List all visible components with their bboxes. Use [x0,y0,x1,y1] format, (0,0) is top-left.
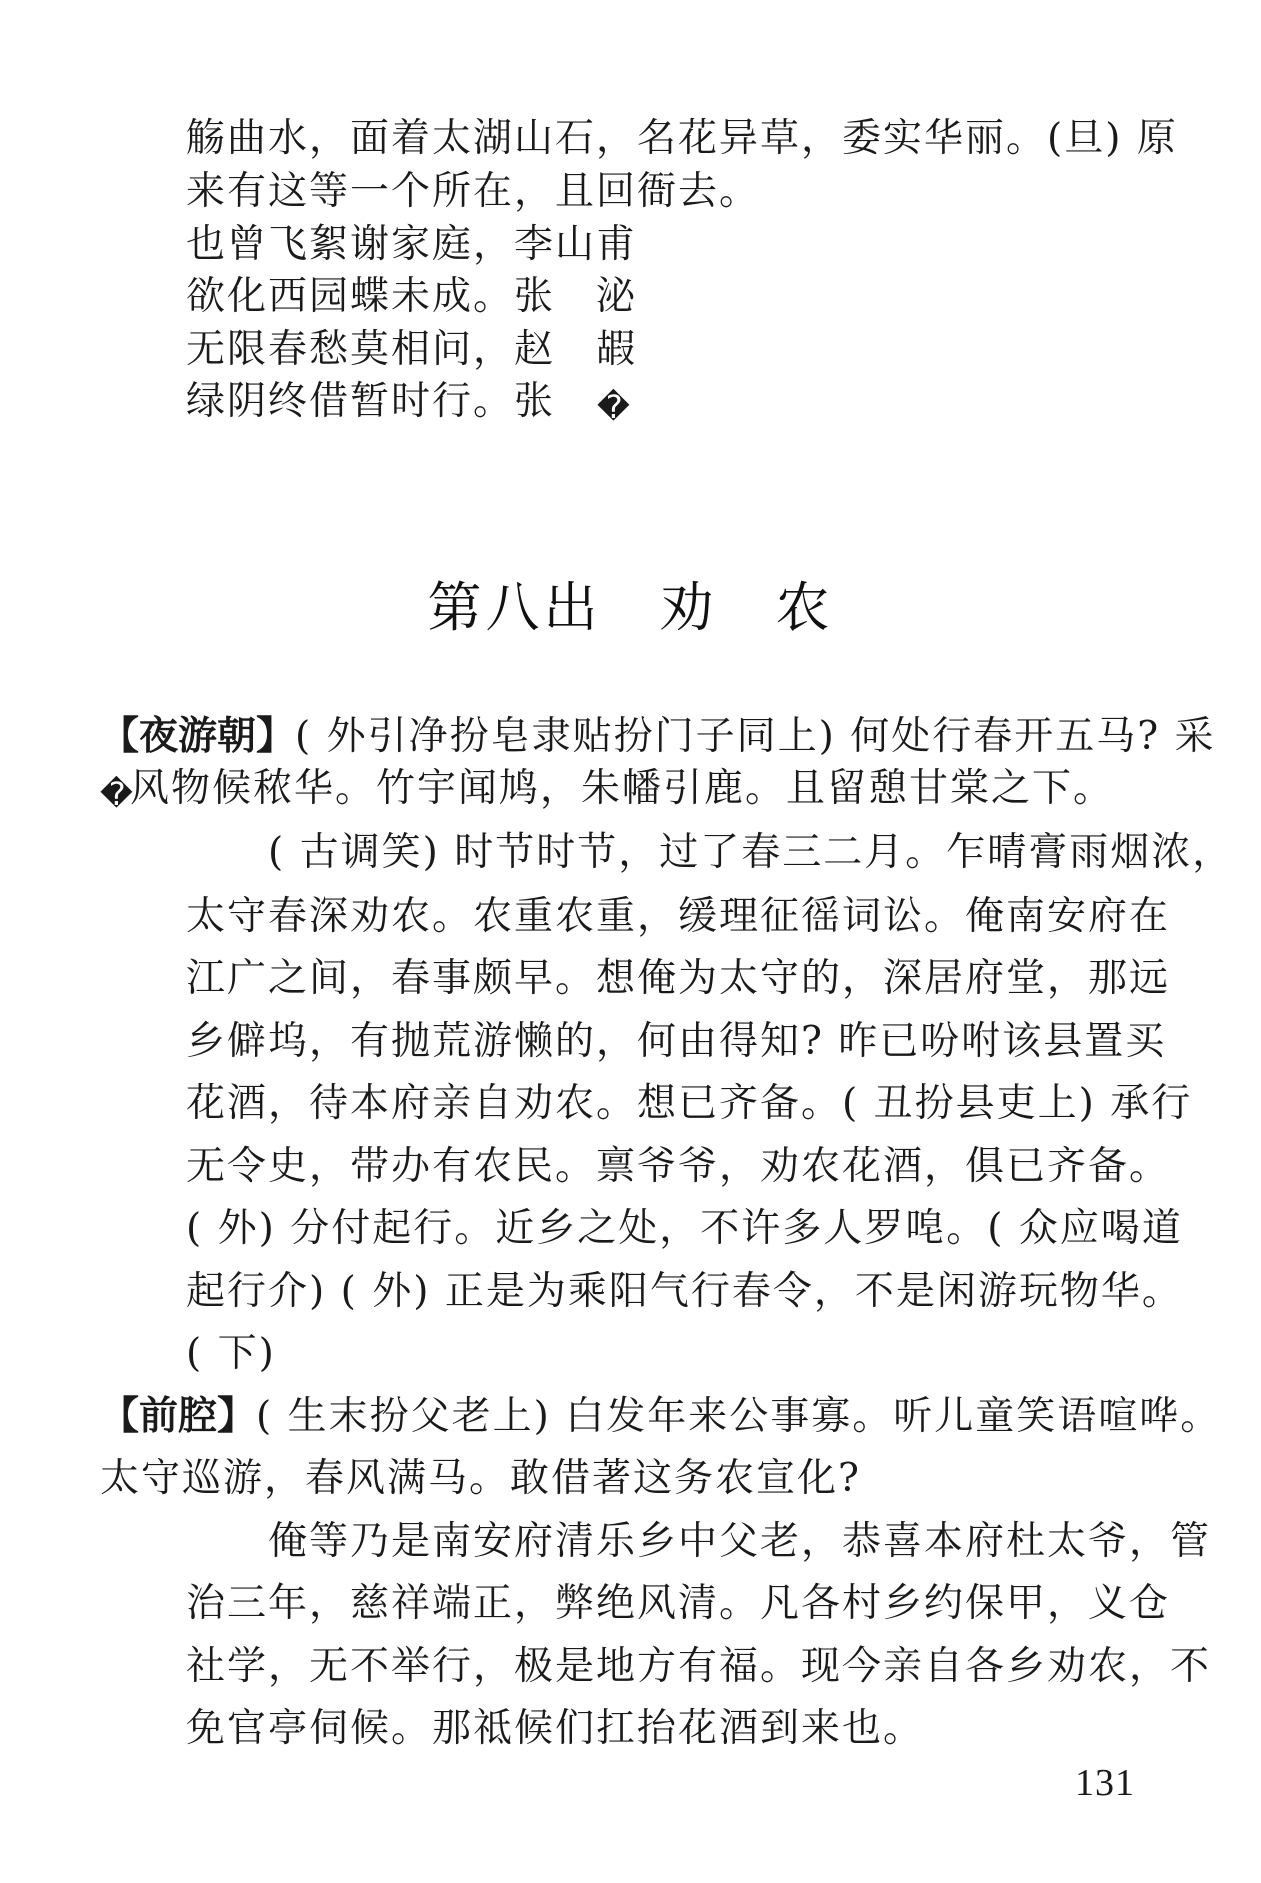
missing-glyph-icon: � [597,388,632,426]
text-line: 花酒，待本府亲自劝农。想已齐备。( 丑扮县吏上) 承行 [186,1081,1193,1126]
tune-name: 【夜游朝】 [100,714,296,759]
poem-poet: 李山甫 [514,222,638,267]
poem-line [186,371,632,433]
text-line: 免官亭伺候。那祗候们扛抬花酒到来也。 [186,1706,925,1751]
text-line: 俺等乃是南安府清乐乡中父老，恭喜本府杜太爷，管 [268,1519,1212,1564]
text-line: 觞曲水，面着太湖山石，名花异草，委实华丽。(旦) 原 [186,116,1178,161]
text-line: 来有这等一个所在，且回衙去。 [186,169,761,214]
text-line: 无令史，带办有农民。禀爷爷，劝农花酒，俱已齐备。 [186,1144,1171,1189]
text-line [100,1386,1221,1448]
text-line: 江广之间，春事颇早。想俺为太守的，深居府堂，那远 [186,956,1171,1001]
stage-text: ( 外引净扮皂隶贴扮门子同上) 何处行春开五马? 采 [295,714,1216,759]
text-line: 治三年，慈祥端正，弊绝风清。凡各村乡约保甲，义仓 [186,1581,1171,1626]
text-line: 太守巡游，春风满马。敢借著这务农宣化? [100,1456,861,1501]
poem-verse: 也曾飞絮谢家庭， [186,222,515,267]
missing-glyph-icon: � [100,775,135,813]
tune-name: 【前腔】 [100,1394,257,1439]
poem-poet: 张 [514,379,556,424]
stage-text: 风物候秾华。竹宇闻鸠，朱幡引鹿。且留憩甘棠之下。 [130,766,1115,811]
text-line: 起行介) ( 外) 正是为乘阳气行春令，不是闲游玩物华。 [186,1269,1183,1314]
text-line: 太守春深劝农。农重农重，缓理征徭词讼。俺南安府在 [186,894,1171,939]
text-line: 乡僻坞，有抛荒游懒的，何由得知? 昨已吩咐该县置买 [186,1019,1167,1064]
scene-heading: 第八出 劝 农 [427,576,834,639]
text-line: 社学，无不举行，极是地方有福。现今亲自各乡劝农，不 [186,1644,1212,1689]
text-line: ( 古调笑) 时节时节，过了春三二月。乍晴膏雨烟浓， [268,830,1234,875]
poem-verse: 无限春愁莫相问， [186,327,515,372]
text-line: ( 外) 分付起行。近乡之处，不许多人罗唣。( 众应喝道 [186,1206,1183,1251]
text-line: ( 下) [186,1331,276,1376]
stage-text: ( 生末扮父老上) 白发年来公事寡。听儿童笑语喧哗。 [256,1394,1222,1439]
poem-poet: 赵 嘏 [514,327,638,372]
poem-verse: 绿阴终借暂时行。 [186,379,515,424]
poem-poet: 张 泌 [514,274,638,319]
text-line [100,758,1114,820]
page-number: 131 [1075,1762,1135,1804]
poem-verse: 欲化西园蝶未成。 [186,274,515,319]
